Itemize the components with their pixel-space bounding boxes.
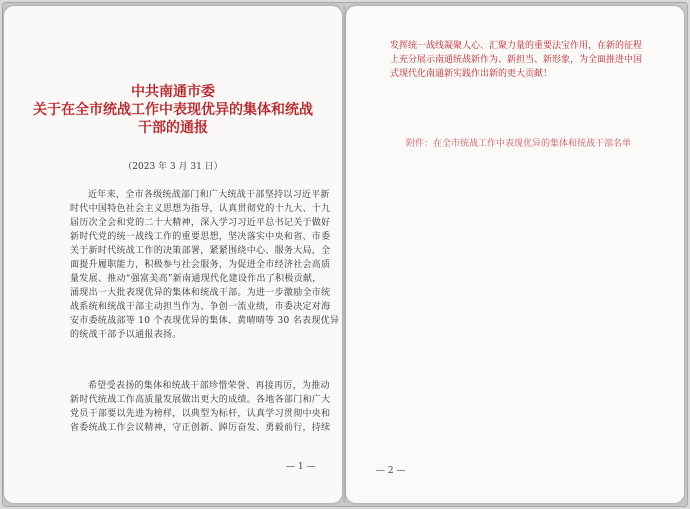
paragraph-1-line: 时代中国特色社会主义思想为指导，认真贯彻党的十九大、十九 [70, 204, 331, 214]
page-number-1: — 1 — [286, 462, 316, 472]
page-left [4, 6, 342, 503]
attachment-note: 附件：在全市统战工作中表现优异的集体和统战干部名单 [406, 139, 632, 149]
paragraph-2 [70, 379, 331, 435]
closing-line: 上充分展示南通统战新作为、新担当、新形象，为全面推进中国 [390, 55, 643, 65]
page-right [346, 6, 684, 503]
paragraph-2-line: 省委统战工作会议精神，守正创新、踔厉奋发、勇毅前行，持续 [70, 423, 331, 433]
paragraph-1-line: 涌现出一大批表现优异的集体和统战干部。为进一步激励全市统 [70, 288, 331, 298]
paragraph-1-line: 面提升履职能力，积极参与社会服务，为促进全市经济社会高质 [70, 260, 331, 270]
title-line-2: 关于在全市统战工作中表现优异的集体和统战 [33, 102, 313, 118]
closing-line: 发挥统一战线凝聚人心、汇聚力量的重要法宝作用，在新的征程 [390, 41, 643, 51]
title-line-1: 中共南通市委 [131, 84, 215, 100]
paragraph-1-line: 的统战干部予以通报表扬。 [70, 330, 182, 340]
paragraph-2-line: 党员干部要以先进为榜样，以典型为标杆，认真学习贯彻中央和 [70, 409, 331, 419]
paragraph-1 [70, 188, 340, 342]
paragraph-1-line: 近年来，全市各级统战部门和广大统战干部坚持以习近平新 [88, 190, 330, 200]
paragraph-1-line: 届历次全会和党的二十大精神，深入学习习近平总书记关于做好 [70, 218, 331, 228]
paragraph-1-line: 关于新时代统战工作的决策部署，紧紧围绕中心、服务大局，全 [70, 246, 331, 256]
closing-line: 式现代化南通新实践作出新的更大贡献！ [390, 69, 553, 79]
paragraph-1-line: 安市委统战部等 10 个表现优异的集体、黄晴晴等 30 名表现优异 [70, 316, 340, 326]
document-date: （2023 年 3 月 31 日） [123, 162, 223, 172]
paragraph-1-line: 新时代党的统一战线工作的重要思想，坚决落实中央和省、市委 [70, 232, 331, 242]
paragraph-2-line: 希望受表扬的集体和统战干部珍惜荣誉、再接再厉，为推动 [88, 381, 330, 391]
closing-paragraph [390, 39, 655, 81]
page-number-2: — 2 — [376, 466, 406, 476]
paragraph-1-line: 战系统和统战干部主动担当作为、争创一流业绩，市委决定对海 [70, 302, 331, 312]
paragraph-1-line: 量发展、推动“强富美高”新南通现代化建设作出了积极贡献， [70, 274, 322, 284]
title-line-3: 干部的通报 [138, 120, 208, 136]
paragraph-2-line: 新时代统战工作高质量发展做出更大的成绩。各地各部门和广大 [70, 395, 331, 405]
